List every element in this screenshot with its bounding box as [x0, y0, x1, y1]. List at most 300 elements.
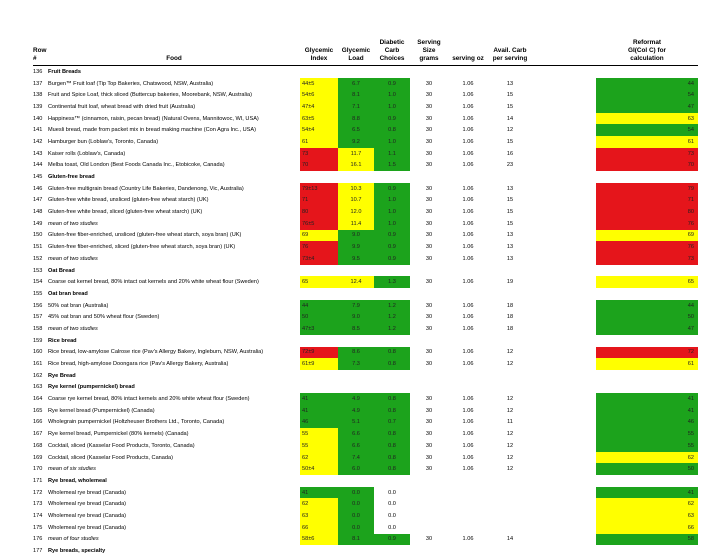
glycemic-index-cell: 62 — [300, 498, 338, 510]
serving-oz-cell: 1.06 — [462, 197, 474, 204]
serving-grams-cell — [410, 370, 448, 382]
serving-grams-cell — [410, 288, 448, 300]
food-name: Happiness™ (cinnamon, raisin, pecan bread) (Natural Ovens, Mannitowoc, WI, USA) — [48, 115, 259, 122]
blank-cell — [576, 393, 596, 405]
blank-cell — [532, 452, 576, 464]
row-number: 153 — [33, 267, 43, 274]
avail-carb-cell: 12 — [506, 396, 514, 403]
serving-oz-cell: 1.06 — [462, 454, 474, 461]
blank-cell — [576, 265, 596, 277]
blank-cell — [576, 475, 596, 487]
table-row — [33, 475, 698, 487]
serving-grams-cell: 30 — [425, 80, 433, 87]
serving-grams-cell: 30 — [425, 138, 433, 145]
table-row — [33, 113, 698, 125]
glycemic-load-cell: 9.0 — [338, 230, 374, 242]
row-number: 176 — [33, 536, 43, 543]
glycemic-index-cell: 69 — [300, 230, 338, 242]
blank-cell — [576, 101, 596, 113]
glycemic-index-cell: 44 — [300, 300, 338, 312]
blank-cell — [532, 66, 576, 78]
header-glycemic-load: Glycemic Load — [341, 47, 371, 62]
glycemic-index-cell — [300, 66, 338, 78]
blank-cell — [576, 195, 596, 207]
blank-cell — [532, 78, 576, 90]
carb-choices-cell: 1.0 — [374, 206, 410, 218]
row-number: 167 — [33, 431, 43, 438]
carb-choices-cell: 0.8 — [374, 393, 410, 405]
header-blank — [532, 28, 576, 66]
glycemic-load-cell: 7.9 — [338, 300, 374, 312]
row-number: 139 — [33, 103, 43, 110]
serving-grams-cell: 30 — [425, 325, 433, 332]
food-name: Cocktail, sliced (Kasselar Food Products, Canada) — [48, 454, 173, 461]
glycemic-load-cell: 7.4 — [338, 452, 374, 464]
carb-choices-cell: 1.0 — [374, 195, 410, 207]
glycemic-index-cell: 41 — [300, 393, 338, 405]
serving-oz-cell — [448, 475, 488, 487]
avail-carb-cell: 14 — [506, 115, 514, 122]
avail-carb-cell — [488, 288, 532, 300]
reformat-gi-cell: 41 — [596, 487, 698, 499]
row-number: 146 — [33, 185, 43, 192]
blank-cell — [532, 347, 576, 359]
glycemic-load-cell: 5.1 — [338, 417, 374, 429]
row-number: 151 — [33, 244, 43, 251]
food-name: Wholemeal rye bread (Canada) — [48, 501, 127, 508]
table-row — [33, 417, 698, 429]
serving-grams-cell: 30 — [425, 431, 433, 438]
carb-choices-cell: 0.8 — [374, 405, 410, 417]
food-name: 50% oat bran (Australia) — [48, 302, 109, 309]
glycemic-load-cell: 12.0 — [338, 206, 374, 218]
blank-cell — [576, 498, 596, 510]
serving-oz-cell — [448, 545, 488, 557]
carb-choices-cell — [374, 370, 410, 382]
serving-oz-cell: 1.06 — [462, 442, 474, 449]
table-row — [33, 428, 698, 440]
reformat-gi-cell: 62 — [596, 452, 698, 464]
avail-carb-cell: 18 — [506, 325, 514, 332]
section-title: Rye bread, wholemeal — [48, 477, 107, 484]
food-name: Hamburger bun (Loblaw's, Toronto, Canada) — [48, 138, 159, 145]
avail-carb-cell: 12 — [506, 454, 514, 461]
carb-choices-cell: 1.2 — [374, 323, 410, 335]
blank-cell — [576, 463, 596, 475]
reformat-gi-cell: 76 — [596, 218, 698, 230]
glycemic-load-cell: 7.3 — [338, 358, 374, 370]
carb-choices-cell — [374, 265, 410, 277]
reformat-gi-cell: 63 — [596, 113, 698, 125]
reformat-gi-cell: 65 — [596, 276, 698, 288]
table-row — [33, 276, 698, 288]
reformat-gi-cell — [596, 171, 698, 183]
blank-cell — [576, 230, 596, 242]
serving-grams-cell — [410, 171, 448, 183]
serving-grams-cell: 30 — [425, 361, 433, 368]
carb-choices-cell: 0.0 — [388, 501, 396, 508]
blank-cell — [532, 405, 576, 417]
avail-carb-cell: 19 — [506, 279, 514, 286]
reformat-gi-cell: 69 — [596, 230, 698, 242]
blank-cell — [576, 534, 596, 546]
glycemic-index-cell: 73±4 — [300, 253, 338, 265]
table-row — [33, 545, 698, 557]
avail-carb-cell: 12 — [506, 466, 514, 473]
table-row — [33, 487, 698, 499]
glycemic-index-cell — [300, 370, 338, 382]
glycemic-index-cell: 76±5 — [300, 218, 338, 230]
avail-carb-cell: 12 — [506, 361, 514, 368]
table-row — [33, 405, 698, 417]
section-title: Gluten-free bread — [48, 174, 95, 181]
food-name: Continental fruit loaf, wheat bread with dried fruit (Australia) — [48, 103, 196, 110]
reformat-gi-cell: 58 — [596, 534, 698, 546]
carb-choices-cell: 1.0 — [374, 101, 410, 113]
carb-choices-cell: 0.8 — [374, 428, 410, 440]
row-number: 175 — [33, 524, 43, 531]
header-reformat-gi: Reformat GI(Col C) for calculation — [628, 39, 666, 62]
glycemic-index-cell: 63±5 — [300, 113, 338, 125]
glycemic-load-cell: 0.0 — [338, 510, 374, 522]
blank-cell — [576, 347, 596, 359]
serving-grams-cell: 30 — [425, 150, 433, 157]
carb-choices-cell: 1.1 — [374, 148, 410, 160]
carb-choices-cell: 0.8 — [374, 347, 410, 359]
blank-cell — [532, 288, 576, 300]
reformat-gi-cell: 54 — [596, 124, 698, 136]
table-row — [33, 136, 698, 148]
serving-grams-cell: 30 — [425, 255, 433, 262]
glycemic-index-cell — [300, 382, 338, 394]
serving-oz-cell: 1.06 — [462, 361, 474, 368]
glycemic-load-cell: 9.9 — [338, 241, 374, 253]
reformat-gi-cell: 66 — [596, 522, 698, 534]
glycemic-load-cell: 4.9 — [338, 393, 374, 405]
section-title: Rye breads, specialty — [48, 548, 106, 555]
reformat-gi-cell: 61 — [596, 358, 698, 370]
reformat-gi-cell: 73 — [596, 253, 698, 265]
blank-cell — [576, 124, 596, 136]
table-row — [33, 335, 698, 347]
table-row — [33, 534, 698, 546]
food-name: Muesli bread, made from packet mix in bread making machine (Con Agra Inc., USA) — [48, 127, 256, 134]
row-number: 141 — [33, 127, 43, 134]
row-number: 143 — [33, 150, 43, 157]
section-title: Oat Bread — [48, 267, 75, 274]
blank-cell — [576, 440, 596, 452]
header-blank-2 — [576, 28, 596, 66]
blank-cell — [576, 253, 596, 265]
glycemic-load-cell: 4.9 — [338, 405, 374, 417]
glycemic-index-cell: 50 — [300, 311, 338, 323]
avail-carb-cell: 16 — [506, 150, 514, 157]
row-number: 170 — [33, 466, 43, 473]
row-number: 173 — [33, 501, 43, 508]
glycemic-index-cell: 70 — [300, 160, 338, 172]
header-avail-carb: Avail. Carb per serving — [492, 47, 528, 62]
carb-choices-cell: 1.3 — [374, 276, 410, 288]
table-row — [33, 382, 698, 394]
row-number: 171 — [33, 477, 43, 484]
blank-cell — [576, 405, 596, 417]
serving-grams-cell: 30 — [425, 127, 433, 134]
food-name: Gluten-free white bread, unsliced (gluten-free wheat starch) (UK) — [48, 197, 209, 204]
avail-carb-cell: 18 — [506, 302, 514, 309]
avail-carb-cell: 15 — [506, 209, 514, 216]
serving-oz-cell: 1.06 — [462, 209, 474, 216]
serving-grams-cell: 30 — [425, 407, 433, 414]
row-number: 137 — [33, 80, 43, 87]
avail-carb-cell — [488, 335, 532, 347]
table-row — [33, 241, 698, 253]
header-row — [33, 28, 698, 66]
avail-carb-cell: 18 — [506, 314, 514, 321]
serving-oz-cell — [448, 522, 488, 534]
row-number: 147 — [33, 197, 43, 204]
avail-carb-cell — [488, 382, 532, 394]
row-number: 163 — [33, 384, 43, 391]
glycemic-index-cell — [300, 171, 338, 183]
serving-oz-cell — [448, 171, 488, 183]
table-row — [33, 253, 698, 265]
serving-oz-cell — [448, 498, 488, 510]
header-food: Food — [166, 55, 182, 62]
carb-choices-cell: 0.9 — [374, 113, 410, 125]
serving-oz-cell: 1.06 — [462, 396, 474, 403]
blank-cell — [576, 78, 596, 90]
avail-carb-cell: 15 — [506, 220, 514, 227]
blank-cell — [532, 124, 576, 136]
serving-grams-cell: 30 — [425, 536, 433, 543]
blank-cell — [532, 218, 576, 230]
blank-cell — [532, 311, 576, 323]
serving-grams-cell — [410, 522, 448, 534]
glycemic-index-cell: 47±3 — [300, 323, 338, 335]
food-name: mean of two studies — [48, 220, 98, 227]
food-name: mean of four studies — [48, 536, 99, 543]
glycemic-index-cell: 54±4 — [300, 124, 338, 136]
glycemic-load-cell: 11.4 — [338, 218, 374, 230]
row-number: 159 — [33, 337, 43, 344]
serving-grams-cell: 30 — [425, 454, 433, 461]
blank-cell — [532, 300, 576, 312]
food-name: Gluten-free fiber-enriched, sliced (gluten-free wheat starch, soya bran) (UK) — [48, 244, 236, 251]
serving-grams-cell: 30 — [425, 197, 433, 204]
blank-cell — [532, 358, 576, 370]
carb-choices-cell: 0.9 — [374, 534, 410, 546]
blank-cell — [576, 545, 596, 557]
blank-cell — [576, 183, 596, 195]
avail-carb-cell: 23 — [506, 162, 514, 169]
blank-cell — [532, 206, 576, 218]
blank-cell — [532, 89, 576, 101]
glycemic-load-cell: 8.1 — [338, 89, 374, 101]
blank-cell — [532, 113, 576, 125]
serving-oz-cell: 1.06 — [462, 325, 474, 332]
glycemic-load-cell — [338, 335, 374, 347]
row-number: 164 — [33, 396, 43, 403]
serving-grams-cell: 30 — [425, 115, 433, 122]
reformat-gi-cell: 54 — [596, 89, 698, 101]
food-name: Burgen™ Fruit loaf (Tip Top Bakeries, Chatswood, NSW, Australia) — [48, 80, 214, 87]
avail-carb-cell: 12 — [506, 407, 514, 414]
row-number: 150 — [33, 232, 43, 239]
serving-oz-cell — [448, 487, 488, 499]
reformat-gi-cell — [596, 66, 698, 78]
blank-cell — [576, 160, 596, 172]
reformat-gi-cell: 47 — [596, 323, 698, 335]
glycemic-load-cell: 6.6 — [338, 440, 374, 452]
blank-cell — [576, 136, 596, 148]
reformat-gi-cell — [596, 288, 698, 300]
food-name: Coarse oat kernel bread, 80% intact oat kernels and 20% white wheat flour (Sweden) — [48, 279, 259, 286]
serving-grams-cell: 30 — [425, 92, 433, 99]
blank-cell — [576, 113, 596, 125]
serving-grams-cell — [410, 66, 448, 78]
carb-choices-cell: 0.0 — [388, 489, 396, 496]
carb-choices-cell: 0.8 — [374, 463, 410, 475]
reformat-gi-cell: 41 — [596, 393, 698, 405]
serving-oz-cell: 1.06 — [462, 244, 474, 251]
avail-carb-cell — [488, 487, 532, 499]
glycemic-load-cell — [338, 66, 374, 78]
blank-cell — [576, 370, 596, 382]
reformat-gi-cell — [596, 475, 698, 487]
table-row — [33, 498, 698, 510]
blank-cell — [576, 452, 596, 464]
row-number: 177 — [33, 548, 43, 555]
glycemic-load-cell — [338, 370, 374, 382]
glycemic-index-cell — [300, 288, 338, 300]
carb-choices-cell: 1.0 — [374, 218, 410, 230]
serving-oz-cell: 1.06 — [462, 232, 474, 239]
table-row — [33, 183, 698, 195]
table-row — [33, 347, 698, 359]
carb-choices-cell: 0.9 — [374, 78, 410, 90]
glycemic-index-cell: 50±4 — [300, 463, 338, 475]
carb-choices-cell: 0.9 — [374, 253, 410, 265]
blank-cell — [576, 428, 596, 440]
glycemic-index-cell: 79±13 — [300, 183, 338, 195]
reformat-gi-cell: 44 — [596, 300, 698, 312]
serving-oz-cell: 1.06 — [462, 220, 474, 227]
carb-choices-cell: 0.0 — [388, 524, 396, 531]
carb-choices-cell: 0.9 — [374, 230, 410, 242]
glycemic-load-cell: 12.4 — [338, 276, 374, 288]
serving-grams-cell: 30 — [425, 466, 433, 473]
blank-cell — [576, 66, 596, 78]
carb-choices-cell: 0.8 — [374, 358, 410, 370]
avail-carb-cell: 15 — [506, 92, 514, 99]
glycemic-index-cell — [300, 475, 338, 487]
row-number: 142 — [33, 138, 43, 145]
serving-grams-cell: 30 — [425, 349, 433, 356]
blank-cell — [532, 241, 576, 253]
carb-choices-cell — [374, 382, 410, 394]
blank-cell — [576, 335, 596, 347]
blank-cell — [532, 230, 576, 242]
avail-carb-cell — [488, 171, 532, 183]
blank-cell — [532, 265, 576, 277]
serving-grams-cell: 30 — [425, 279, 433, 286]
avail-carb-cell — [488, 475, 532, 487]
carb-choices-cell: 0.8 — [374, 452, 410, 464]
row-number: 156 — [33, 302, 43, 309]
serving-oz-cell — [448, 382, 488, 394]
blank-cell — [532, 370, 576, 382]
serving-grams-cell — [410, 545, 448, 557]
carb-choices-cell — [374, 545, 410, 557]
glycemic-load-cell: 8.6 — [338, 347, 374, 359]
reformat-gi-cell — [596, 382, 698, 394]
food-name: Rice bread, low-amylose Calrose rice (Pav's Allergy Bakery, Ingleburn, NSW, Australia) — [48, 349, 264, 356]
blank-cell — [532, 545, 576, 557]
serving-oz-cell: 1.06 — [462, 150, 474, 157]
glycemic-index-cell: 47±4 — [300, 101, 338, 113]
glycemic-index-cell: 46 — [300, 417, 338, 429]
blank-cell — [532, 510, 576, 522]
glycemic-index-cell: 61±9 — [300, 358, 338, 370]
row-number: 169 — [33, 454, 43, 461]
glycemic-load-cell: 6.6 — [338, 428, 374, 440]
table-row — [33, 452, 698, 464]
serving-grams-cell: 30 — [425, 185, 433, 192]
glycemic-load-cell — [338, 475, 374, 487]
blank-cell — [576, 417, 596, 429]
serving-grams-cell: 30 — [425, 442, 433, 449]
glycemic-load-cell: 0.0 — [338, 487, 374, 499]
glycemic-index-cell: 55 — [300, 440, 338, 452]
blank-cell — [576, 171, 596, 183]
serving-oz-cell — [448, 370, 488, 382]
glycemic-load-cell: 16.1 — [338, 160, 374, 172]
avail-carb-cell: 15 — [506, 197, 514, 204]
blank-cell — [576, 288, 596, 300]
row-number: 152 — [33, 255, 43, 262]
row-number: 148 — [33, 209, 43, 216]
food-name: Rice bread, high-amylose Doongara rice (Pav's Allergy Bakery, Australia) — [48, 361, 229, 368]
serving-grams-cell: 30 — [425, 220, 433, 227]
blank-cell — [532, 382, 576, 394]
header-diabetic-carb-choices: Diabetic Carb Choices — [379, 39, 405, 62]
table-row — [33, 358, 698, 370]
carb-choices-cell: 1.0 — [374, 136, 410, 148]
food-name: Rye kernel bread, Pumpernickel (80% kernels) (Canada) — [48, 431, 189, 438]
blank-cell — [532, 534, 576, 546]
glycemic-index-cell — [300, 335, 338, 347]
reformat-gi-cell: 62 — [596, 498, 698, 510]
serving-grams-cell — [410, 265, 448, 277]
serving-oz-cell — [448, 265, 488, 277]
serving-grams-cell: 30 — [425, 232, 433, 239]
blank-cell — [532, 428, 576, 440]
glycemic-load-cell: 6.7 — [338, 78, 374, 90]
table-row — [33, 300, 698, 312]
blank-cell — [532, 195, 576, 207]
avail-carb-cell: 13 — [506, 255, 514, 262]
serving-grams-cell — [410, 382, 448, 394]
food-name: Kaiser rolls (Loblaw's, Canada) — [48, 150, 126, 157]
avail-carb-cell: 12 — [506, 127, 514, 134]
table-row — [33, 206, 698, 218]
glycemic-load-cell: 11.7 — [338, 148, 374, 160]
serving-oz-cell: 1.06 — [462, 419, 474, 426]
avail-carb-cell — [488, 370, 532, 382]
reformat-gi-cell: 50 — [596, 463, 698, 475]
table-row — [33, 288, 698, 300]
reformat-gi-cell: 47 — [596, 101, 698, 113]
